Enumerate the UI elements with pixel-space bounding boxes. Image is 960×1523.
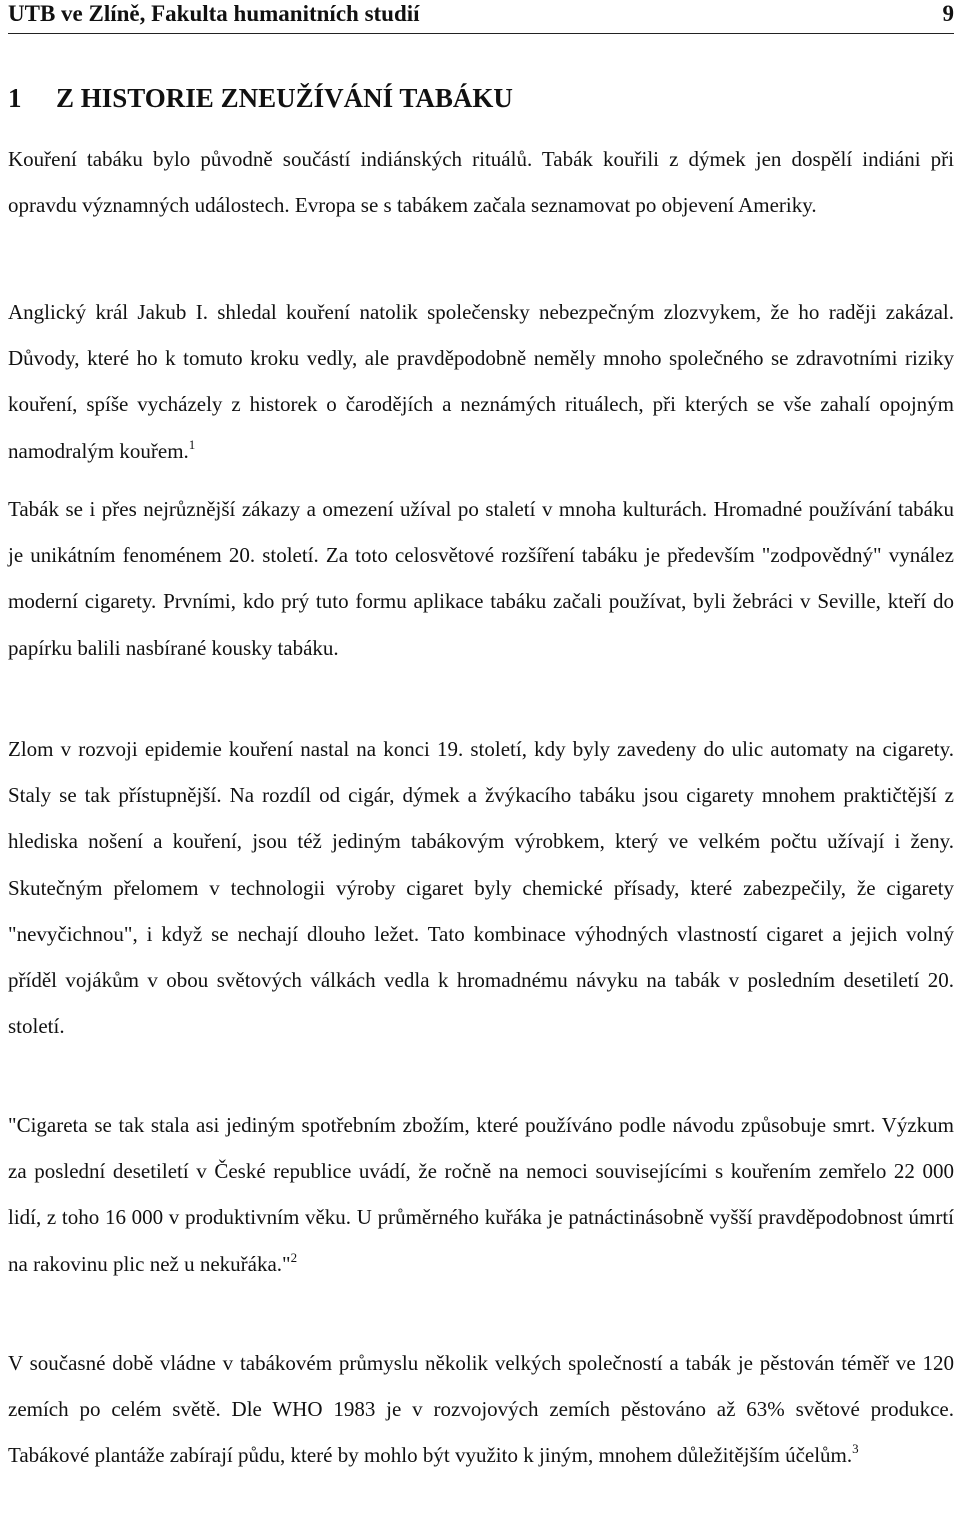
footnote-ref-3[interactable]: 3 <box>852 1441 859 1457</box>
footnote-ref-2[interactable]: 2 <box>290 1249 298 1265</box>
paragraph-6 <box>8 1340 954 1479</box>
page-number: 9 <box>942 1 954 26</box>
chapter-title: Z HISTORIE ZNEUŽÍVÁNÍ TABÁKU <box>56 83 513 113</box>
paragraph-1: Kouření tabáku bylo původně součástí indiánských rituálů. Tabák kouřili z dýmek jen dospělí indiáni při opravdu významných událostech. Evropa se s tabákem začala seznamovat po objevení Ameriky. <box>8 147 954 218</box>
footnote-ref-1[interactable]: 1 <box>188 436 196 452</box>
page-header <box>8 0 954 34</box>
paragraph-2 <box>8 289 954 474</box>
paragraph-2-text: Anglický král Jakub I. shledal kouření natolik společensky nebezpečným zlozvykem, že ho raději zakázal. Důvody, které ho k tomuto kroku vedly, ale pravděpodobně neměly mnoho společného se zdravotními riziky kouření, spíše vycházely z historek o čarodějích a neznámých rituálech, při kterých se vše zahalí opojným namodralým kouřem. <box>8 300 954 463</box>
paragraph-4: Zlom v rozvoji epidemie kouření nastal na konci 19. století, kdy byly zavedeny do ulic automaty na cigarety. Staly se tak přístupnější. Na rozdíl od cigár, dýmek a žvýkacího tabáku jsou cigarety mnohem praktičtější z hlediska nošení a kouření, jsou též jediným tabákovým výrobkem, který ve velkém počtu užívají i ženy. Skutečným přelomem v technologii výroby cigaret byly chemické přísady, které zabezpečily, že cigarety "nevyčichnou", i když se nechají dlouho ležet. Tato kombinace výhodných vlastností cigaret a jejich volný příděl vojákům v obou světových válkách vedla k hromadnému návyku na tabák v posledním desetiletí 20. století. <box>8 737 954 1039</box>
paragraph-3: Tabák se i přes nejrůznější zákazy a omezení užíval po staletí v mnoha kulturách. Hromadné používání tabáku je unikátním fenoménem 20. století. Za toto celosvětové rozšíření tabáku je především "zodpovědný" vynález moderní cigarety. Prvními, kdo prý tuto formu aplikace tabáku začali používat, byli žebráci v Seville, kteří do papírku balili nasbírané kousky tabáku. <box>8 497 954 660</box>
header-title: UTB ve Zlíně, Fakulta humanitních studií <box>8 1 420 26</box>
paragraph-5 <box>8 1102 954 1287</box>
paragraph-5-text: "Cigareta se tak stala asi jediným spotřebním zbožím, které používáno podle návodu způsobuje smrt. Výzkum za poslední desetiletí v České republice uvádí, že ročně na nemoci souvisejícími s kouřením zemřelo 22 000 lidí, z toho 16 000 v produktivním věku. U průměrného kuřáka je patnáctinásobně vyšší pravděpodobnost úmrtí na rakovinu plic než u nekuřáka." <box>8 1113 954 1276</box>
paragraph-6-text: V současné době vládne v tabákovém průmyslu několik velkých společností a tabák je pěstován téměř ve 120 zemích po celém světě. Dle WHO 1983 je v rozvojových zemích pěstováno až 63% světové produkce. Tabákové plantáže zabírají půdu, které by mohlo být využito k jiným, mnohem důležitějším účelům. <box>8 1351 954 1468</box>
chapter-number: 1 <box>8 83 22 113</box>
chapter-heading <box>8 80 513 116</box>
